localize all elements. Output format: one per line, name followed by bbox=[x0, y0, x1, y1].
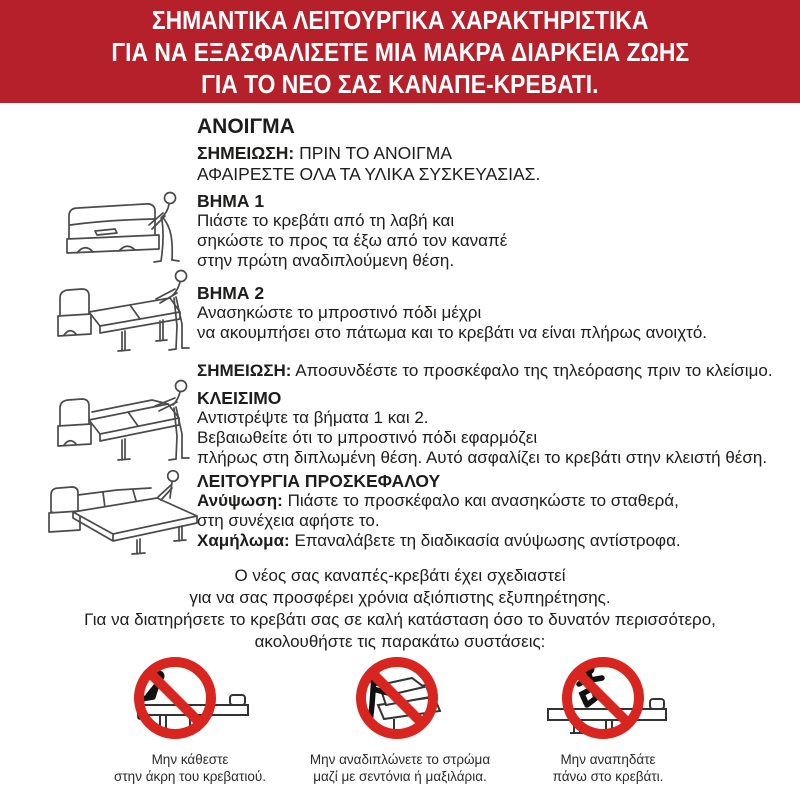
step2-sofa-illustration bbox=[52, 268, 202, 366]
no-jumping-on-bed-icon bbox=[540, 653, 676, 745]
warning-no-folding-bedding bbox=[280, 653, 520, 785]
headrest-raise-line1: Ανύψωση: Πιάστε το προσκέφαλο και ανασηκώστε το σταθερά, bbox=[197, 491, 679, 510]
instructions-text bbox=[197, 114, 792, 551]
step1-line1: Πιάστε το κρεβάτι από τη λαβή και bbox=[197, 211, 455, 230]
no-folding-mattress-with-bedding-icon bbox=[332, 653, 468, 745]
step1-line3: στην πρώτη αναδιπλούμενη θέση. bbox=[197, 251, 455, 270]
sofa-fully-open-icon bbox=[45, 468, 210, 566]
opening-note-line1: ΣΗΜΕΙΩΣΗ: ΠΡΙΝ ΤΟ ΑΝΟΙΓΜΑ bbox=[197, 143, 453, 163]
warning-caption: Μην αναδιπλώνετε το στρώμα μαζί με σεντόνια ή μαξιλάρια. bbox=[309, 752, 491, 784]
header-banner bbox=[0, 0, 800, 103]
outro-line3: Για να διατηρήσετε το κρεβάτι σας σε καλή κατάσταση όσο το δυνατόν περισσότερο, bbox=[84, 610, 716, 629]
step1-line2: σηκώστε το προς τα έξω από τον καναπέ bbox=[197, 231, 508, 250]
headrest-title: ΛΕΙΤΟΥΡΓΙΑ ΠΡΟΣΚΕΦΑΛΟΥ bbox=[197, 471, 441, 491]
outro-paragraph bbox=[0, 565, 800, 653]
note-label: ΣΗΜΕΙΩΣΗ: bbox=[197, 361, 292, 380]
warning-caption: Μην αναπηδάτε πάνω στο κρεβάτι. bbox=[552, 752, 664, 784]
warning-no-sitting bbox=[70, 653, 310, 785]
outro-line4: ακολουθήστε τις παρακάτω συστάσεις: bbox=[254, 632, 546, 651]
outro-line2: για να σας προσφέρει χρόνια αξιόπιστης εξυπηρέτησης. bbox=[189, 588, 611, 607]
warning-caption: Μην κάθεστε στην άκρη του κρεβατιού. bbox=[114, 752, 266, 784]
step2-line2: να ακουμπήσει στο πάτωμα και το κρεβάτι να είναι πλήρως ανοιχτό. bbox=[197, 323, 708, 342]
sofa-closed-person-grabbing-handle-icon bbox=[57, 188, 197, 273]
step1-title: ΒΗΜΑ 1 bbox=[197, 191, 265, 211]
raise-label: Ανύψωση: bbox=[197, 491, 283, 510]
opening-note-line2: ΑΦΑΙΡΕΣΤΕ ΟΛΑ ΤΑ ΥΛΙΚΑ ΣΥΣΚΕΥΑΣΙΑΣ. bbox=[197, 164, 541, 184]
headrest-raise-line2: στη συνέχεια αφήστε το. bbox=[197, 511, 380, 530]
no-sitting-on-edge-icon bbox=[122, 653, 258, 745]
header-line-2: ΓΙΑ ΝΑ ΕΞΑΣΦΑΛΙΣΕΤΕ ΜΙΑ ΜΑΚΡΑ ΔΙΑΡΚΕΙΑ ΖΩΗΣ bbox=[111, 36, 689, 67]
step1-sofa-illustration bbox=[57, 188, 197, 273]
sofa-partially-open-icon bbox=[52, 268, 202, 366]
closing-title: ΚΛΕΙΣΙΜΟ bbox=[197, 388, 282, 408]
opening-title: ΑΝΟΙΓΜΑ bbox=[197, 115, 295, 138]
closing-note: ΣΗΜΕΙΩΣΗ: Αποσυνδέστε το προσκέφαλο της τηλεόρασης πριν το κλείσιμο. bbox=[197, 361, 773, 380]
headrest-open-bed-illustration bbox=[45, 468, 210, 566]
headrest-lower-line: Χαμήλωμα: Επαναλάβετε τη διαδικασία ανύψωσης αντίστροφα. bbox=[197, 531, 681, 550]
outro-line1: Ο νέος σας καναπές-κρεβάτι έχει σχεδιαστεί bbox=[234, 566, 566, 585]
note-label: ΣΗΜΕΙΩΣΗ: bbox=[197, 143, 295, 163]
closing-line1: Αντιστρέψτε τα βήματα 1 και 2. bbox=[197, 408, 429, 427]
closing-line2: Βεβαιωθείτε ότι το μπροστινό πόδι εφαρμόζει bbox=[197, 428, 538, 447]
closing-line3: πλήρως στη διπλωμένη θέση. Αυτό ασφαλίζει το κρεβάτι στην κλειστή θέση. bbox=[197, 448, 768, 467]
warning-no-jumping bbox=[488, 653, 728, 785]
step2-title: ΒΗΜΑ 2 bbox=[197, 283, 265, 303]
closing-sofa-illustration bbox=[52, 378, 202, 476]
step2-line1: Ανασηκώστε το μπροστινό πόδι μέχρι bbox=[197, 303, 482, 322]
header-line-3: ΓΙΑ ΤΟ ΝΕΟ ΣΑΣ ΚΑΝΑΠΕ-ΚΡΕΒΑΤΙ. bbox=[201, 68, 599, 99]
lower-label: Χαμήλωμα: bbox=[197, 531, 290, 550]
sofa-folding-back-icon bbox=[52, 378, 202, 476]
header-line-1: ΣΗΜΑΝΤΙΚΑ ΛΕΙΤΟΥΡΓΙΚΑ ΧΑΡΑΚΤΗΡΙΣΤΙΚΑ bbox=[151, 4, 649, 35]
